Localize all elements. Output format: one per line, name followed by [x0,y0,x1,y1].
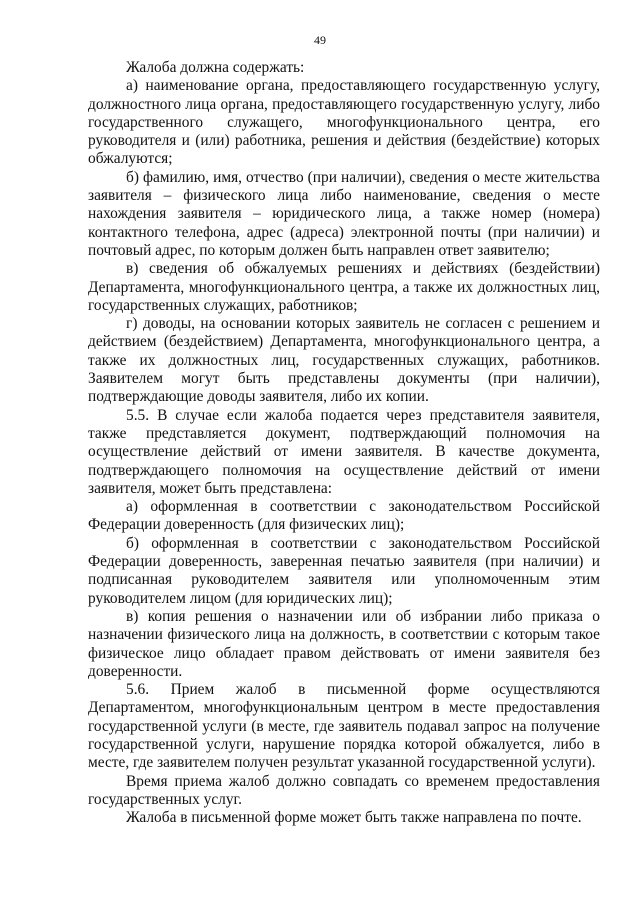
paragraph-item-a: а) наименование органа, предоставляющего государственную услугу, должностного лица органа, предоставляющего государственную услугу, либо государственного служащего, многофункционального центра, его руководителя и (или) работника, решения и действия (бездействие) которых обжалуются; [88,77,600,168]
document-body [88,59,600,827]
paragraph-reception-time: Время приема жалоб должно совпадать со временем предоставления государственных услуг. [88,772,600,808]
paragraph-postal-submission: Жалоба в письменной форме может быть также направлена по почте. [126,809,582,827]
paragraph-5-5-item-b: б) оформленная в соответствии с законодательством Российской Федерации доверенность, заверенная печатью заявителя (при наличии) и подписанная руководителем заявителя или уполномоченным этим руководителем лицом (для юридических лиц); [88,534,600,607]
paragraph-5-5-item-v: в) копия решения о назначении или об избрании либо приказа о назначении физического лица на должность, в соответствии с которым такое физическое лицо обладает правом действовать от имени заявителя без доверенности. [88,607,600,680]
paragraph-item-b: б) фамилию, имя, отчество (при наличии), сведения о месте жительства заявителя – физического лица либо наименование, сведения о месте нахождения заявителя – юридического лица, а также номер (номера) контактного телефона, адрес (адреса) электронной почты (при наличии) и почтовый адрес, по которым должен быть направлен ответ заявителю; [88,168,600,259]
paragraph-section-5-6: 5.6. Прием жалоб в письменной форме осуществляются Департаментом, многофункциональным центром в месте предоставления государственной услуги (в месте, где заявитель подавал запрос на получение государственной услуги, нарушение порядка которой обжалуется, либо в месте, где заявителем получен результат указанной государственной услуги). [88,681,600,772]
page-number: 49 [314,33,326,47]
paragraph-item-v: в) сведения об обжалуемых решениях и действиях (бездействии) Департамента, многофункционального центра, а также их должностных лиц, государственных служащих, работников; [88,260,600,314]
paragraph-item-g: г) доводы, на основании которых заявитель не согласен с решением и действием (бездействием) Департамента, многофункционального центра, а также их должностных лиц, государственных служащих, работников. Заявителем могут быть представлены документы (при наличии), подтверждающие доводы заявителя, либо их копии. [88,315,600,406]
paragraph-5-5-item-a: а) оформленная в соответствии с законодательством Российской Федерации доверенность (для физических лиц); [88,498,600,534]
paragraph-complaint-intro: Жалоба должна содержать: [126,59,305,76]
paragraph-section-5-5: 5.5. В случае если жалоба подается через представителя заявителя, также представляется документ, подтверждающий полномочия на осуществление действий от имени заявителя. В качестве документа, подтверждающего полномочия на осуществление действий от имени заявителя, может быть представлена: [88,406,600,497]
